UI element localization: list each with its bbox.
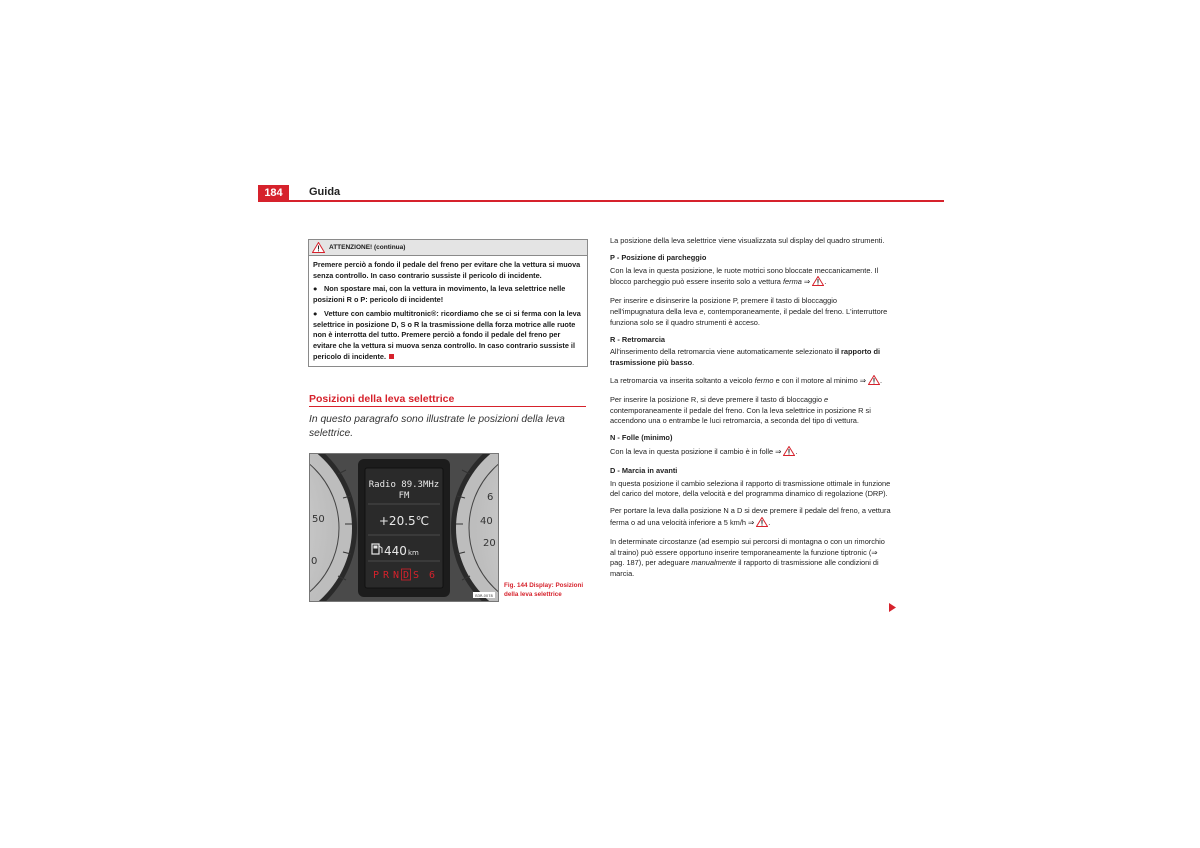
emphasis: e bbox=[824, 394, 829, 404]
text: e con il motore al minimo ⇒ bbox=[773, 375, 869, 385]
paragraph bbox=[610, 395, 892, 427]
paragraph: All'inserimento della retromarcia viene automaticamente selezionato il rapporto di trasmissione più basso. bbox=[610, 347, 881, 368]
gauge-right-label: 6 bbox=[487, 492, 494, 503]
heading-p: P - Posizione di parcheggio bbox=[610, 252, 707, 262]
section-title: Posizioni della leva selettrice bbox=[309, 393, 455, 405]
range-value: 440 bbox=[384, 544, 407, 558]
outside-temperature: +20.5℃ bbox=[378, 514, 430, 528]
instrument-display-figure bbox=[309, 453, 499, 602]
header-rule bbox=[258, 200, 944, 202]
warning-header bbox=[309, 240, 587, 256]
text: Per inserire la posizione R, si deve premere il tasto di bloccaggio bbox=[610, 394, 825, 404]
text: contemporaneamente il pedale del freno. Con la leva selettrice in posizione R si accendono una o entrambe le luci retromarcia, a seconda del tipo di vettura. bbox=[610, 405, 871, 426]
chapter-title: Guida bbox=[309, 186, 341, 198]
radio-station: Radio 89.3MHz bbox=[368, 480, 440, 490]
paragraph bbox=[610, 537, 892, 580]
gauge-right-label: 40 bbox=[480, 516, 493, 527]
paragraph: Per portare la leva dalla posizione N a D si deve premere il pedale del freno, a vettura ferma o ad una velocità inferiore a 5 km/h ⇒ . bbox=[610, 506, 892, 531]
gear-letter-n: N bbox=[392, 570, 400, 581]
warning-triangle-icon bbox=[868, 375, 880, 389]
range-unit: km bbox=[408, 549, 419, 557]
text: Con la leva in questa posizione il cambio è in folle ⇒ bbox=[610, 446, 784, 456]
page-number: 184 bbox=[258, 185, 289, 201]
paragraph: In questa posizione il cambio seleziona il rapporto di trasmissione ottimale in funzione del carico del motore, della velocità e del programma dinamico di regolazione (DRP). bbox=[610, 478, 891, 499]
warning-bullet-text: Non spostare mai, con la vettura in movimento, la leva selettrice nelle posizioni R o P: pericolo di incidente! bbox=[313, 284, 566, 305]
text: La retromarcia va inserita soltanto a veicolo bbox=[610, 375, 755, 385]
gauge-left-label: 50 bbox=[312, 514, 325, 525]
paragraph: Con la leva in questa posizione, le ruote motrici sono bloccate meccanicamente. Il blocco parcheggio può essere inserito solo a vettura ferma ⇒ . bbox=[610, 266, 892, 291]
warning-triangle-icon bbox=[312, 242, 325, 253]
paragraph bbox=[610, 296, 892, 328]
next-page-arrow-icon bbox=[889, 603, 897, 612]
gear-letter-r: R bbox=[382, 570, 390, 581]
text: All'inserimento della retromarcia viene automaticamente selezionato bbox=[610, 347, 835, 357]
end-mark bbox=[389, 354, 394, 359]
warning-bullet-text: Vetture con cambio multitronic®: ricordiamo che se ci si ferma con la leva selettrice in posizione D, S o R la trasmissione della forza motrice alle ruote non è interrotta del tutto. Premere perciò a fondo il pedale del freno per evitare che la vettura si muova senza controllo. In caso contrario sussiste il pericolo di incidente. bbox=[313, 308, 581, 361]
section-rule bbox=[309, 406, 586, 407]
gauge-right-label: 20 bbox=[483, 538, 496, 549]
radio-band: FM bbox=[398, 491, 410, 501]
paragraph: Con la leva in questa posizione il cambio è in folle ⇒ . bbox=[610, 446, 892, 460]
warning-bullet: ● Vetture con cambio multitronic®: ricordiamo che se ci si ferma con la leva selettrice in posizione D, S o R la trasmissione della forza motrice alle ruote non è interrotta del tutto. Premere perciò a fondo il pedale del freno per evitare che la vettura si muova senza controllo. In caso contrario sussiste il pericolo di incidente. bbox=[313, 308, 581, 361]
gauge-left-label: 0 bbox=[311, 556, 318, 567]
heading-r: R - Retromarcia bbox=[610, 334, 666, 344]
warning-bullet: ● Non spostare mai, con la vettura in movimento, la leva selettrice nelle posizioni R o P: pericolo di incidente! bbox=[313, 284, 566, 305]
warning-body bbox=[309, 256, 587, 362]
warning-paragraph: Premere perciò a fondo il pedale del freno per evitare che la vettura si muova senza controllo. In caso contrario sussiste il pericolo di incidente. bbox=[313, 260, 581, 280]
text: Per inserire e disinserire la posizione P, premere il tasto di bloccaggio nell'impugnatura della leva bbox=[610, 296, 838, 316]
figure-code: B3R-0078 bbox=[475, 594, 493, 598]
text: Con la leva in questa posizione, le ruote motrici sono bloccate meccanicamente. Il blocco parcheggio può essere inserito solo a vettura bbox=[610, 265, 879, 287]
section-intro: In questo paragrafo sono illustrate le posizioni della leva selettrice. bbox=[309, 414, 565, 439]
emphasis: fermo bbox=[754, 375, 774, 385]
warning-triangle-icon bbox=[756, 517, 768, 531]
bold-text: il rapporto di trasmissione più basso bbox=[610, 347, 881, 368]
emphasis: manualmente bbox=[691, 558, 737, 568]
gear-number: 6 bbox=[428, 570, 436, 581]
warning-triangle-icon bbox=[783, 446, 795, 460]
text: Per portare la leva dalla posizione N a D si deve premere il pedale del freno, a vettura ferma o ad una velocità inferiore a 5 km/h ⇒ bbox=[610, 506, 891, 527]
text: In determinate circostanze (ad esempio sui percorsi di montagna o con un rimorchio al traino) può essere opportuno inserire temporaneamente la funzione tiptronic (⇒ pag. 187), per adeguare bbox=[610, 536, 885, 568]
paragraph: La retromarcia va inserita soltanto a veicolo fermo e con il motore al minimo ⇒ . bbox=[610, 375, 892, 389]
right-column bbox=[610, 236, 892, 586]
figure-caption: Fig. 144 Display: Posizioni della leva selettrice bbox=[504, 582, 584, 598]
text: il rapporto di trasmissione alle condizioni di marcia. bbox=[610, 558, 879, 579]
warning-box bbox=[308, 239, 588, 367]
text: ⇒ bbox=[801, 277, 813, 287]
gear-letter-d: D bbox=[402, 570, 410, 581]
heading-d: D - Marcia in avanti bbox=[610, 465, 678, 475]
gear-letter-s: S bbox=[412, 570, 420, 581]
emphasis: e bbox=[699, 306, 704, 316]
warning-triangle-icon bbox=[812, 276, 824, 290]
instrument-cluster-illustration bbox=[310, 454, 498, 601]
emphasis: ferma bbox=[782, 277, 802, 287]
intro-paragraph: La posizione della leva selettrice viene visualizzata sul display del quadro strumenti. bbox=[610, 236, 885, 245]
warning-heading: ATTENZIONE! (continua) bbox=[329, 244, 406, 251]
gear-letter-p: P bbox=[372, 570, 380, 581]
text: , contemporaneamente, il pedale del freno. L'interruttore funziona solo se il quadro strumenti è acceso. bbox=[610, 306, 888, 327]
heading-n: N - Folle (minimo) bbox=[610, 433, 673, 443]
